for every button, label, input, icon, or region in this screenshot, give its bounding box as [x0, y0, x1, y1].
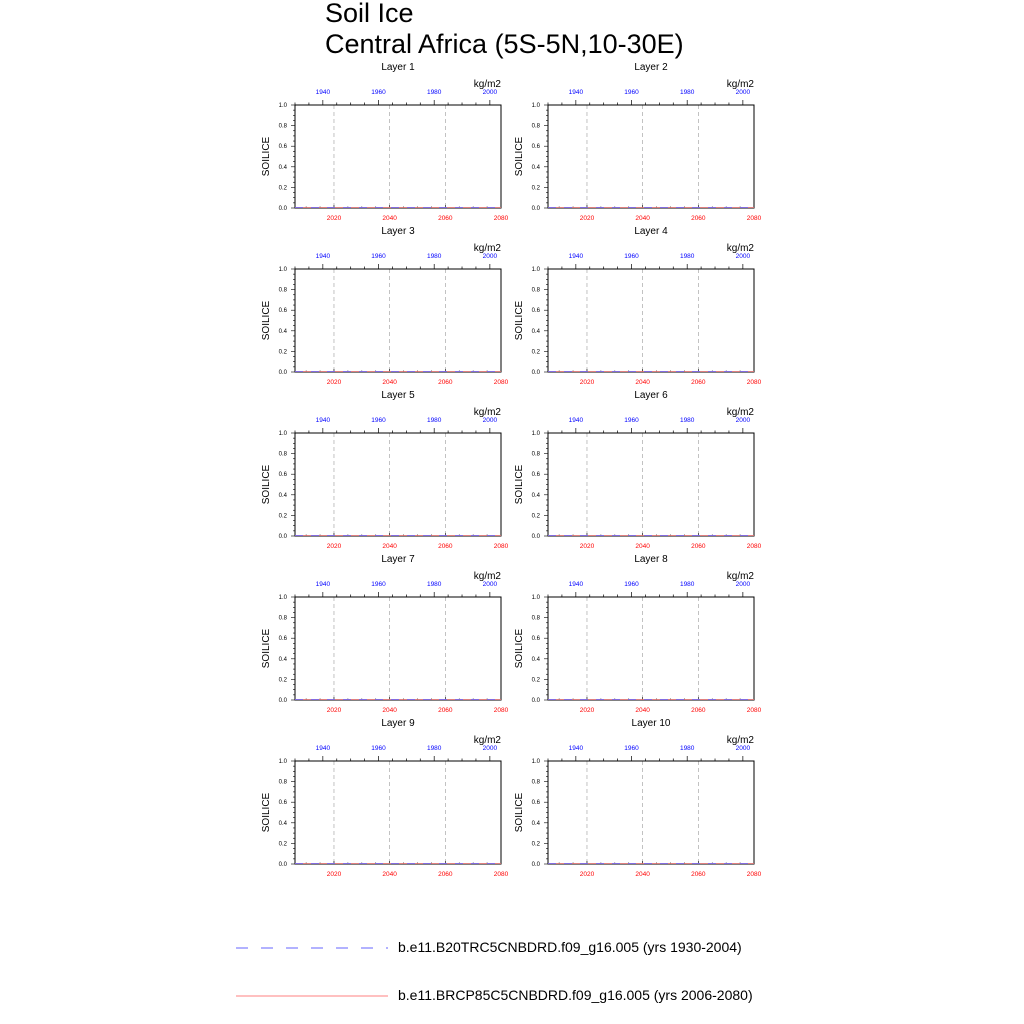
title-line-1: Soil Ice [325, 0, 414, 28]
x-top-tick-label: 2000 [482, 417, 498, 424]
x-bottom-tick-label: 2080 [493, 215, 509, 222]
units-label: kg/m2 [726, 243, 754, 254]
legend-label-future: b.e11.BRCP85C5CNBDRD.f09_g16.005 (yrs 2006-2080) [398, 987, 753, 1003]
x-top-tick-label: 2000 [482, 253, 498, 260]
x-top-tick-label: 2000 [482, 745, 498, 752]
y-tick-label: 0.4 [278, 492, 287, 499]
y-axis-label: SOILICE [261, 300, 272, 341]
panel-layer-6 [514, 390, 762, 550]
panel-layer-9 [261, 718, 509, 878]
y-tick-label: 0.6 [278, 308, 287, 315]
x-bottom-tick-label: 2040 [382, 379, 397, 386]
x-top-tick-label: 1940 [568, 89, 584, 96]
x-bottom-tick-label: 2020 [579, 871, 595, 878]
y-tick-label: 1.0 [531, 267, 540, 273]
y-tick-label: 0.2 [278, 349, 287, 356]
x-top-tick-label: 1980 [426, 253, 442, 260]
x-bottom-tick-label: 2080 [493, 707, 509, 714]
y-tick-label: 1.0 [531, 595, 540, 601]
units-label: kg/m2 [473, 243, 501, 254]
x-top-tick-label: 1960 [371, 253, 386, 260]
y-tick-label: 0.2 [278, 185, 287, 192]
x-bottom-tick-label: 2080 [493, 379, 509, 386]
y-tick-label: 0.2 [278, 677, 287, 684]
x-bottom-tick-label: 2040 [635, 543, 650, 550]
x-bottom-tick-label: 2040 [382, 707, 397, 714]
units-label: kg/m2 [726, 735, 754, 746]
x-top-tick-label: 1940 [315, 253, 331, 260]
panel-title: Layer 6 [634, 390, 668, 401]
x-bottom-tick-label: 2060 [691, 543, 706, 550]
plot-frame [548, 761, 754, 864]
x-top-tick-label: 1980 [426, 745, 442, 752]
x-bottom-tick-label: 2060 [691, 871, 706, 878]
y-axis-label: SOILICE [514, 792, 525, 833]
x-bottom-tick-label: 2020 [326, 379, 342, 386]
y-tick-label: 0.8 [531, 123, 540, 130]
y-axis-label: SOILICE [261, 136, 272, 177]
y-tick-label: 0.0 [531, 370, 540, 376]
x-top-tick-label: 1960 [624, 581, 639, 588]
y-tick-label: 0.0 [531, 698, 540, 704]
x-bottom-tick-label: 2080 [493, 871, 509, 878]
x-bottom-tick-label: 2060 [438, 543, 453, 550]
x-top-tick-label: 1980 [426, 417, 442, 424]
plot-frame [548, 269, 754, 372]
x-top-tick-label: 1940 [568, 417, 584, 424]
y-tick-label: 0.2 [531, 513, 540, 520]
panel-layer-3 [261, 226, 509, 386]
x-top-tick-label: 1980 [679, 253, 695, 260]
x-top-tick-label: 1960 [624, 89, 639, 96]
x-bottom-tick-label: 2020 [579, 215, 595, 222]
y-tick-label: 1.0 [278, 267, 287, 273]
x-top-tick-label: 1940 [315, 745, 331, 752]
y-tick-label: 0.2 [531, 841, 540, 848]
y-tick-label: 0.6 [278, 144, 287, 151]
y-tick-label: 1.0 [278, 595, 287, 601]
y-tick-label: 0.0 [278, 534, 287, 540]
y-tick-label: 0.8 [278, 287, 287, 294]
y-tick-label: 0.2 [278, 513, 287, 520]
plot-frame [548, 105, 754, 208]
panel-title: Layer 4 [634, 226, 668, 237]
y-tick-label: 0.0 [278, 862, 287, 868]
x-top-tick-label: 1980 [679, 417, 695, 424]
panel-title: Layer 5 [381, 390, 415, 401]
y-tick-label: 0.6 [278, 472, 287, 479]
y-tick-label: 0.8 [531, 451, 540, 458]
y-tick-label: 0.6 [531, 636, 540, 643]
x-bottom-tick-label: 2060 [691, 379, 706, 386]
y-tick-label: 0.4 [531, 820, 540, 827]
y-tick-label: 0.8 [531, 615, 540, 622]
x-top-tick-label: 2000 [735, 417, 751, 424]
y-tick-label: 0.4 [278, 328, 287, 335]
plot-frame [548, 597, 754, 700]
y-tick-label: 0.8 [531, 779, 540, 786]
y-axis-label: SOILICE [514, 136, 525, 177]
x-bottom-tick-label: 2060 [691, 707, 706, 714]
units-label: kg/m2 [473, 79, 501, 90]
y-tick-label: 0.4 [531, 328, 540, 335]
x-bottom-tick-label: 2040 [635, 871, 650, 878]
title-line-2: Central Africa (5S-5N,10-30E) [325, 29, 684, 59]
y-tick-label: 0.6 [278, 800, 287, 807]
y-tick-label: 0.2 [278, 841, 287, 848]
plot-frame [295, 433, 501, 536]
x-top-tick-label: 2000 [735, 253, 751, 260]
x-top-tick-label: 1980 [679, 581, 695, 588]
y-tick-label: 0.4 [278, 164, 287, 171]
x-top-tick-label: 2000 [735, 581, 751, 588]
x-top-tick-label: 1940 [315, 581, 331, 588]
x-top-tick-label: 2000 [482, 89, 498, 96]
y-tick-label: 0.2 [531, 349, 540, 356]
y-tick-label: 0.4 [278, 820, 287, 827]
y-tick-label: 0.0 [531, 206, 540, 212]
units-label: kg/m2 [473, 735, 501, 746]
x-bottom-tick-label: 2020 [579, 379, 595, 386]
x-top-tick-label: 1960 [624, 417, 639, 424]
units-label: kg/m2 [726, 407, 754, 418]
legend-label-historical: b.e11.B20TRC5CNBDRD.f09_g16.005 (yrs 1930-2004) [398, 939, 742, 955]
y-tick-label: 0.2 [531, 185, 540, 192]
panel-layer-7 [261, 554, 509, 714]
y-tick-label: 1.0 [278, 759, 287, 765]
plot-frame [295, 761, 501, 864]
units-label: kg/m2 [473, 571, 501, 582]
x-top-tick-label: 1940 [568, 581, 584, 588]
plot-frame [295, 597, 501, 700]
plot-frame [548, 433, 754, 536]
y-tick-label: 0.4 [278, 656, 287, 663]
panel-layer-2 [514, 62, 762, 222]
panel-title: Layer 3 [381, 226, 415, 237]
y-tick-label: 0.8 [278, 123, 287, 130]
panel-layer-8 [514, 554, 762, 714]
x-bottom-tick-label: 2060 [438, 379, 453, 386]
x-top-tick-label: 2000 [735, 745, 751, 752]
x-top-tick-label: 1960 [371, 89, 386, 96]
panel-layer-4 [514, 226, 762, 386]
x-bottom-tick-label: 2080 [493, 543, 509, 550]
x-top-tick-label: 1980 [426, 89, 442, 96]
panel-layer-10 [514, 718, 762, 878]
y-tick-label: 1.0 [531, 103, 540, 109]
x-bottom-tick-label: 2060 [691, 215, 706, 222]
panel-title: Layer 1 [381, 62, 415, 73]
y-tick-label: 0.6 [531, 800, 540, 807]
x-bottom-tick-label: 2080 [746, 707, 762, 714]
x-top-tick-label: 1960 [624, 745, 639, 752]
y-tick-label: 1.0 [278, 103, 287, 109]
x-top-tick-label: 1940 [315, 417, 331, 424]
x-bottom-tick-label: 2020 [579, 707, 595, 714]
x-bottom-tick-label: 2080 [746, 215, 762, 222]
x-top-tick-label: 1980 [679, 745, 695, 752]
y-tick-label: 0.0 [531, 534, 540, 540]
x-top-tick-label: 1960 [371, 581, 386, 588]
y-tick-label: 0.6 [278, 636, 287, 643]
y-tick-label: 0.0 [278, 206, 287, 212]
x-bottom-tick-label: 2040 [382, 215, 397, 222]
x-bottom-tick-label: 2080 [746, 871, 762, 878]
y-tick-label: 1.0 [278, 431, 287, 437]
y-tick-label: 0.8 [278, 779, 287, 786]
y-tick-label: 0.8 [278, 451, 287, 458]
panel-title: Layer 9 [381, 718, 415, 729]
x-top-tick-label: 1940 [568, 745, 584, 752]
x-bottom-tick-label: 2020 [579, 543, 595, 550]
units-label: kg/m2 [726, 79, 754, 90]
x-bottom-tick-label: 2080 [746, 543, 762, 550]
plot-frame [295, 105, 501, 208]
x-bottom-tick-label: 2060 [438, 707, 453, 714]
y-axis-label: SOILICE [261, 792, 272, 833]
x-top-tick-label: 1960 [371, 417, 386, 424]
panel-title: Layer 2 [634, 62, 668, 73]
x-top-tick-label: 1960 [371, 745, 386, 752]
x-bottom-tick-label: 2040 [635, 215, 650, 222]
y-tick-label: 0.0 [531, 862, 540, 868]
panel-layer-5 [261, 390, 509, 550]
y-tick-label: 0.0 [278, 370, 287, 376]
y-tick-label: 0.4 [531, 164, 540, 171]
y-axis-label: SOILICE [514, 628, 525, 669]
panel-layer-1 [261, 62, 509, 222]
y-tick-label: 0.0 [278, 698, 287, 704]
x-bottom-tick-label: 2040 [382, 871, 397, 878]
plot-frame [295, 269, 501, 372]
y-tick-label: 0.4 [531, 656, 540, 663]
x-top-tick-label: 1940 [568, 253, 584, 260]
x-top-tick-label: 1980 [679, 89, 695, 96]
x-top-tick-label: 1960 [624, 253, 639, 260]
y-axis-label: SOILICE [514, 300, 525, 341]
x-bottom-tick-label: 2060 [438, 871, 453, 878]
panel-title: Layer 7 [381, 554, 415, 565]
y-axis-label: SOILICE [514, 464, 525, 505]
y-tick-label: 0.8 [531, 287, 540, 294]
x-top-tick-label: 2000 [735, 89, 751, 96]
x-bottom-tick-label: 2020 [326, 543, 342, 550]
x-bottom-tick-label: 2020 [326, 215, 342, 222]
y-tick-label: 1.0 [531, 431, 540, 437]
y-tick-label: 0.2 [531, 677, 540, 684]
units-label: kg/m2 [473, 407, 501, 418]
x-top-tick-label: 1980 [426, 581, 442, 588]
panel-title: Layer 10 [631, 718, 671, 729]
y-tick-label: 1.0 [531, 759, 540, 765]
x-top-tick-label: 1940 [315, 89, 331, 96]
x-bottom-tick-label: 2020 [326, 707, 342, 714]
x-bottom-tick-label: 2020 [326, 871, 342, 878]
y-axis-label: SOILICE [261, 628, 272, 669]
x-bottom-tick-label: 2040 [382, 543, 397, 550]
y-tick-label: 0.6 [531, 472, 540, 479]
x-top-tick-label: 2000 [482, 581, 498, 588]
y-tick-label: 0.6 [531, 144, 540, 151]
panel-title: Layer 8 [634, 554, 668, 565]
y-axis-label: SOILICE [261, 464, 272, 505]
units-label: kg/m2 [726, 571, 754, 582]
x-bottom-tick-label: 2060 [438, 215, 453, 222]
y-tick-label: 0.6 [531, 308, 540, 315]
x-bottom-tick-label: 2080 [746, 379, 762, 386]
x-bottom-tick-label: 2040 [635, 379, 650, 386]
y-tick-label: 0.8 [278, 615, 287, 622]
y-tick-label: 0.4 [531, 492, 540, 499]
x-bottom-tick-label: 2040 [635, 707, 650, 714]
